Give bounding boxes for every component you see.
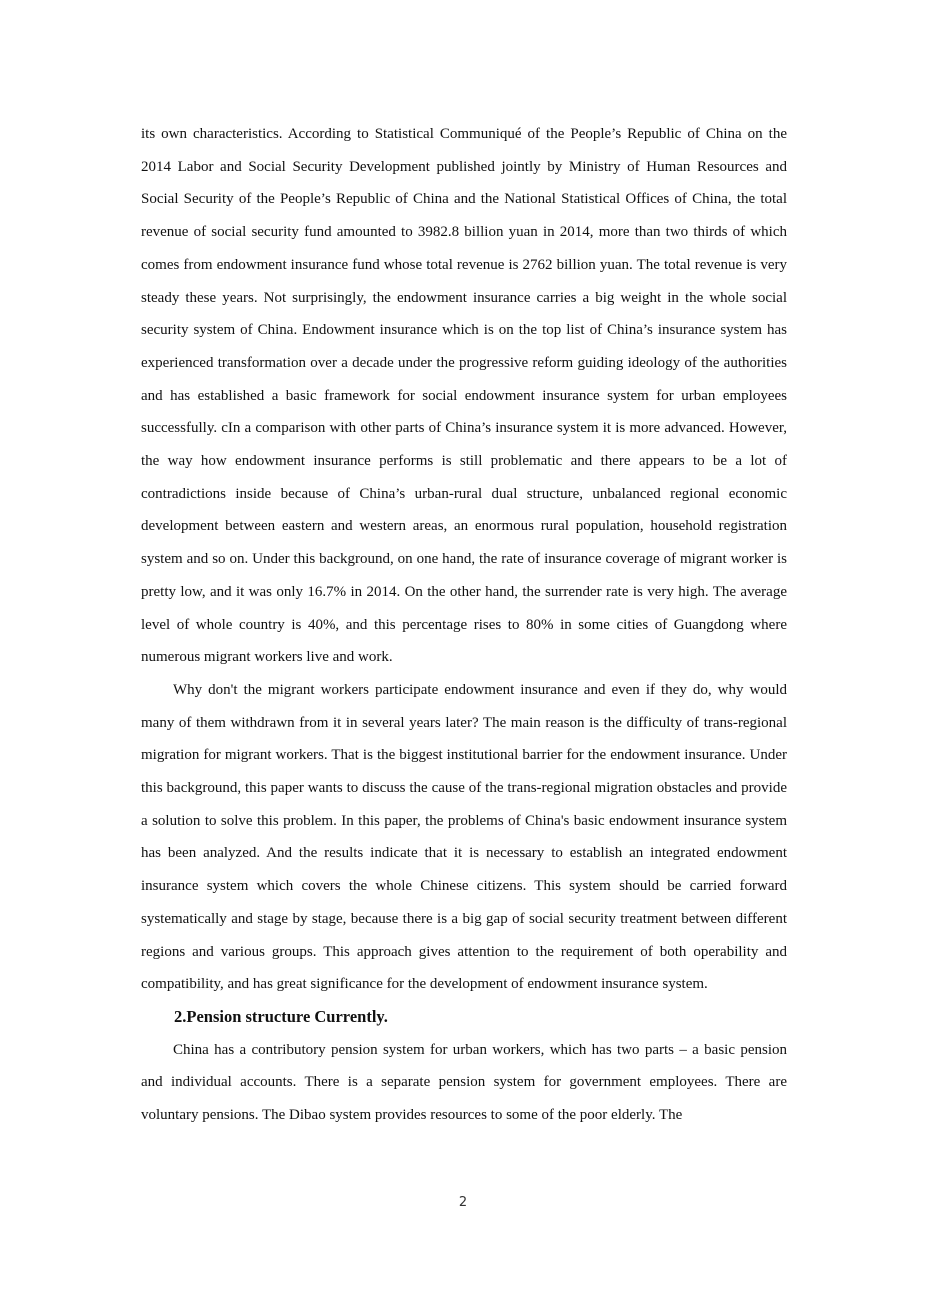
- body-paragraph: China has a contributory pension system for urban workers, which has two parts – a basic pension and individual accounts. There is a separate pension system for government employees. There are voluntary pensions. The Dibao system provides resources to some of the poor elderly. The: [141, 1041, 787, 1124]
- page-number: 2: [458, 1195, 468, 1210]
- body-paragraph: Why don't the migrant workers participate endowment insurance and even if they do, why would many of them withdrawn from it in several years later? The main reason is the difficulty of trans-regional migration for migrant workers. That is the biggest institutional barrier for the endowment insurance. Under this background, this paper wants to discuss the cause of the trans-regional migration obstacles and provide a solution to solve this problem. In this paper, the problems of China's basic endowment insurance system has been analyzed. And the results indicate that it is necessary to establish an integrated endowment insurance system which covers the whole Chinese citizens. This system should be carried forward systematically and stage by stage, because there is a big gap of social security treatment between different regions and various groups. This approach gives attention to the requirement of both operability and compatibility, and has great significance for the development of endowment insurance system.: [141, 681, 787, 993]
- body-paragraph: its own characteristics. According to Statistical Communiqué of the People’s Republic of China on the 2014 Labor and Social Security Development published jointly by Ministry of Human Resources and Social Security of the People’s Republic of China and the National Statistical Offices of China, the total revenue of social security fund amounted to 3982.8 billion yuan in 2014, more than two thirds of which comes from endowment insurance fund whose total revenue is 2762 billion yuan. The total revenue is very steady these years. Not surprisingly, the endowment insurance carries a big weight in the whole social security system of China. Endowment insurance which is on the top list of China’s insurance system has experienced transformation over a decade under the progressive reform guiding ideology of the authorities and has established a basic framework for social endowment insurance system for urban employees successfully. cIn a comparison with other parts of China’s insurance system it is more advanced. However, the way how endowment insurance performs is still problematic and there appears to be a lot of contradictions inside because of China’s urban-rural dual structure, unbalanced regional economic development between eastern and western areas, an enormous rural population, household registration system and so on. Under this background, on one hand, the rate of insurance coverage of migrant worker is pretty low, and it was only 16.7% in 2014. On the other hand, the surrender rate is very high. The average level of whole country is 40%, and this percentage rises to 80% in some cities of Guangdong where numerous migrant workers live and work.: [141, 126, 787, 666]
- section-heading: 2.Pension structure Currently.: [174, 1006, 388, 1026]
- document-page: [141, 118, 787, 1132]
